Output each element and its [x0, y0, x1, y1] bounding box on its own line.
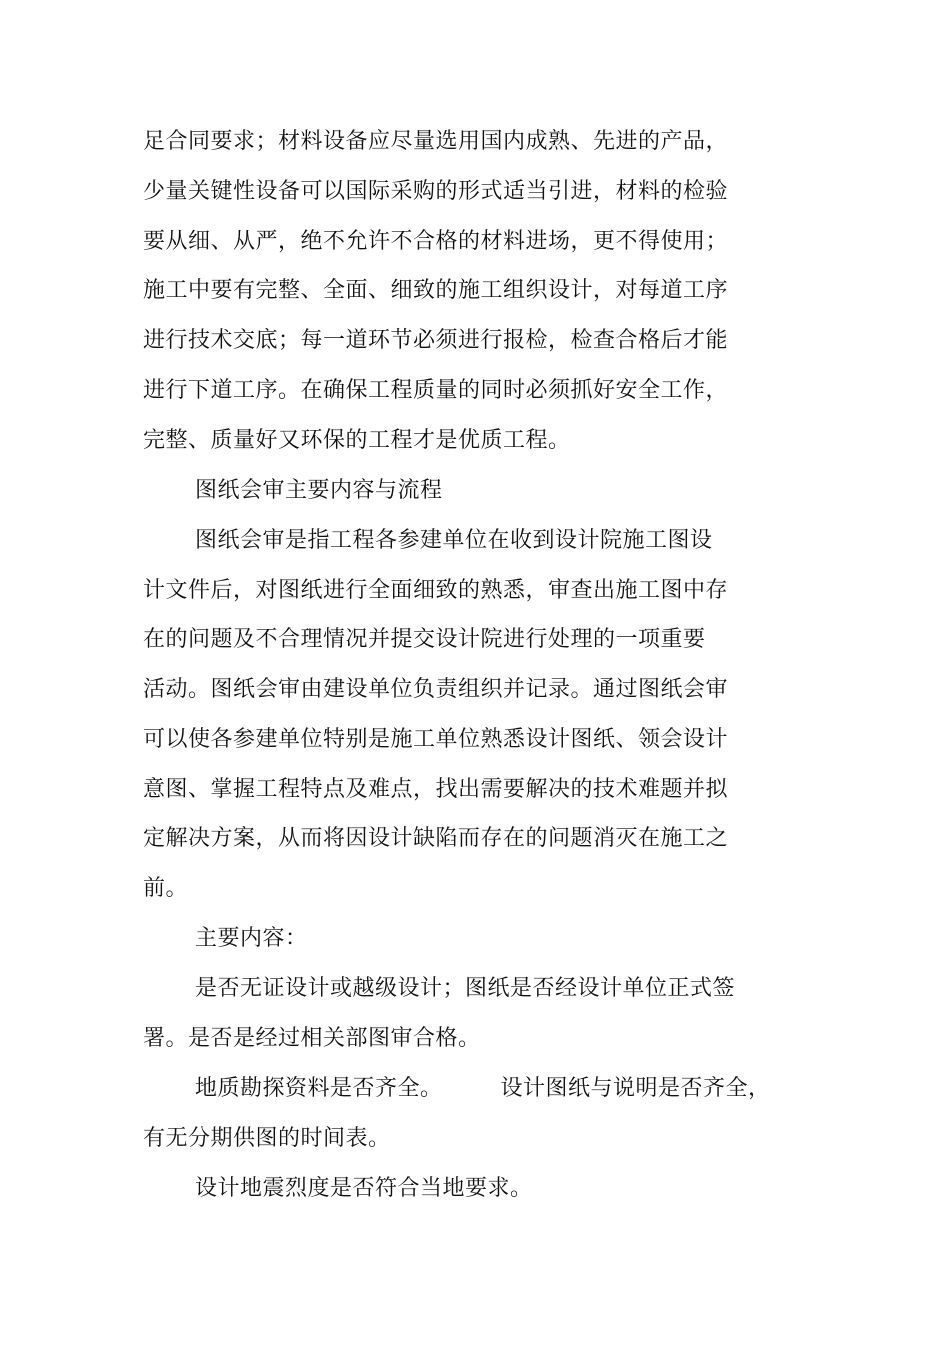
paragraph-1-line-4: 施工中要有完整、全面、细致的施工组织设计，对每道工序	[143, 278, 729, 303]
item-1-line-2: 署。是否是经过相关部图审合格。	[143, 1026, 481, 1051]
item-2-part-b: 设计图纸与说明是否齐全，	[500, 1076, 771, 1101]
item-2-part-a: 地质勘探资料是否齐全。	[195, 1076, 443, 1101]
item-3: 设计地震烈度是否符合当地要求。	[195, 1176, 533, 1201]
item-1-line-1: 是否无证设计或越级设计；图纸是否经设计单位正式签	[195, 976, 736, 1001]
paragraph-2-line-4: 活动。图纸会审由建设单位负责组织并记录。通过图纸会审	[143, 677, 729, 702]
paragraph-1-line-7: 完整、质量好又环保的工程才是优质工程。	[143, 428, 571, 453]
paragraph-2-line-8: 前。	[143, 876, 189, 901]
item-2-line-1	[195, 1074, 771, 1104]
paragraph-2-line-7: 定解决方案，从而将因设计缺陷而存在的问题消灭在施工之	[143, 826, 729, 851]
section-heading: 图纸会审主要内容与流程	[195, 478, 443, 503]
paragraph-1-line-1: 足合同要求；材料设备应尽量选用国内成熟、先进的产品，	[143, 129, 729, 154]
paragraph-1-line-2: 少量关键性设备可以国际采购的形式适当引进，材料的检验	[143, 179, 729, 204]
paragraph-2-line-3: 在的问题及不合理情况并提交设计院进行处理的一项重要	[143, 627, 706, 652]
paragraph-2-line-6: 意图、掌握工程特点及难点，找出需要解决的技术难题并拟	[143, 777, 729, 802]
paragraph-2-line-2: 计文件后，对图纸进行全面细致的熟悉，审查出施工图中存	[143, 578, 729, 603]
paragraph-2-line-1: 图纸会审是指工程各参建单位在收到设计院施工图设	[195, 528, 713, 553]
paragraph-1-line-6: 进行下道工序。在确保工程质量的同时必须抓好安全工作，	[143, 378, 729, 403]
paragraph-2-line-5: 可以使各参建单位特别是施工单位熟悉设计图纸、领会设计	[143, 727, 729, 752]
item-2-line-2: 有无分期供图的时间表。	[143, 1126, 391, 1151]
paragraph-1-line-3: 要从细、从严，绝不允许不合格的材料进场，更不得使用；	[143, 229, 729, 254]
paragraph-1-line-5: 进行技术交底；每一道环节必须进行报检，检查合格后才能	[143, 328, 729, 353]
main-content-label: 主要内容：	[195, 926, 308, 951]
